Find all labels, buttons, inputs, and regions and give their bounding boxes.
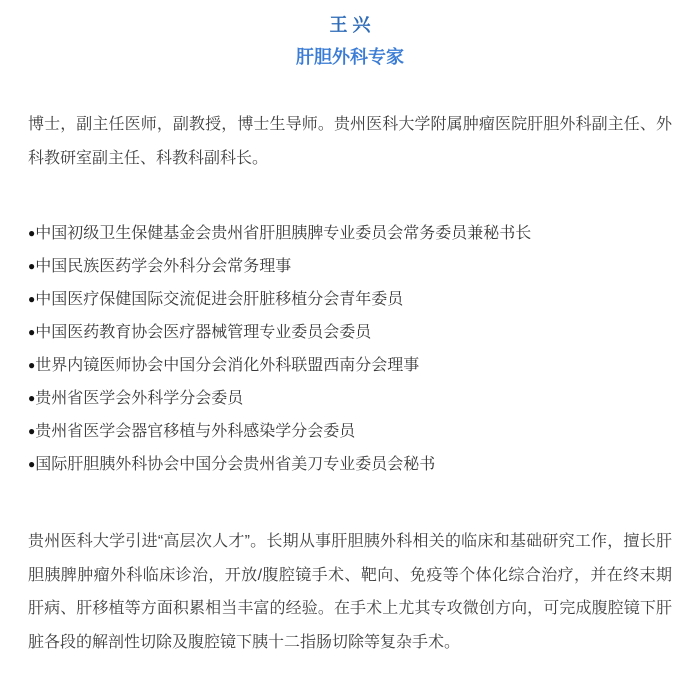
bullet-icon: ●	[28, 292, 36, 306]
list-item	[28, 349, 672, 382]
list-item	[28, 250, 672, 283]
list-item-label: 中国民族医药学会外科分会常务理事	[35, 258, 292, 275]
membership-list	[28, 217, 672, 481]
list-item	[28, 415, 672, 448]
list-item	[28, 382, 672, 415]
bullet-icon: ●	[28, 391, 36, 405]
list-item-label: 中国医药教育协会医疗器械管理专业委员会委员	[35, 324, 372, 341]
bullet-icon: ●	[28, 424, 36, 438]
list-item-label: 世界内镜医师协会中国分会消化外科联盟西南分会理事	[35, 357, 420, 374]
bullet-icon: ●	[28, 457, 36, 471]
list-item-label: 中国医疗保健国际交流促进会肝脏移植分会青年委员	[35, 291, 404, 308]
list-item-label: 中国初级卫生保健基金会贵州省肝胆胰脾专业委员会常务委员兼秘书长	[35, 225, 532, 242]
list-item	[28, 316, 672, 349]
list-item	[28, 448, 672, 481]
page-title: 王 兴	[329, 15, 371, 35]
list-item-label: 国际肝胆胰外科协会中国分会贵州省美刀专业委员会秘书	[35, 456, 436, 473]
page-subtitle: 肝胆外科专家	[296, 47, 404, 67]
bullet-icon: ●	[28, 259, 36, 273]
bio-paragraph: 贵州医科大学引进“高层次人才”。长期从事肝胆胰外科相关的临床和基础研究工作，擅长肝胆胰脾肿瘤外科临床诊治，开放/腹腔镜手术、靶向、免疫等个体化综合治疗，并在终末期肝病、肝移植等方面积累相当丰富的经验。在手术上尤其专攻微创方向，可完成腹腔镜下肝脏各段的解剖性切除及腹腔镜下胰十二指肠切除等复杂手术。	[28, 533, 672, 651]
intro-paragraph: 博士，副主任医师，副教授，博士生导师。贵州医科大学附属肿瘤医院肝胆外科副主任、外科教研室副主任、科教科副科长。	[28, 116, 672, 167]
list-item-label: 贵州省医学会外科学分会委员	[35, 390, 244, 407]
bullet-icon: ●	[28, 226, 36, 240]
list-item	[28, 283, 672, 316]
list-item-label: 贵州省医学会器官移植与外科感染学分会委员	[35, 423, 356, 440]
bullet-icon: ●	[28, 358, 36, 372]
list-item	[28, 217, 672, 250]
bullet-icon: ●	[28, 325, 36, 339]
